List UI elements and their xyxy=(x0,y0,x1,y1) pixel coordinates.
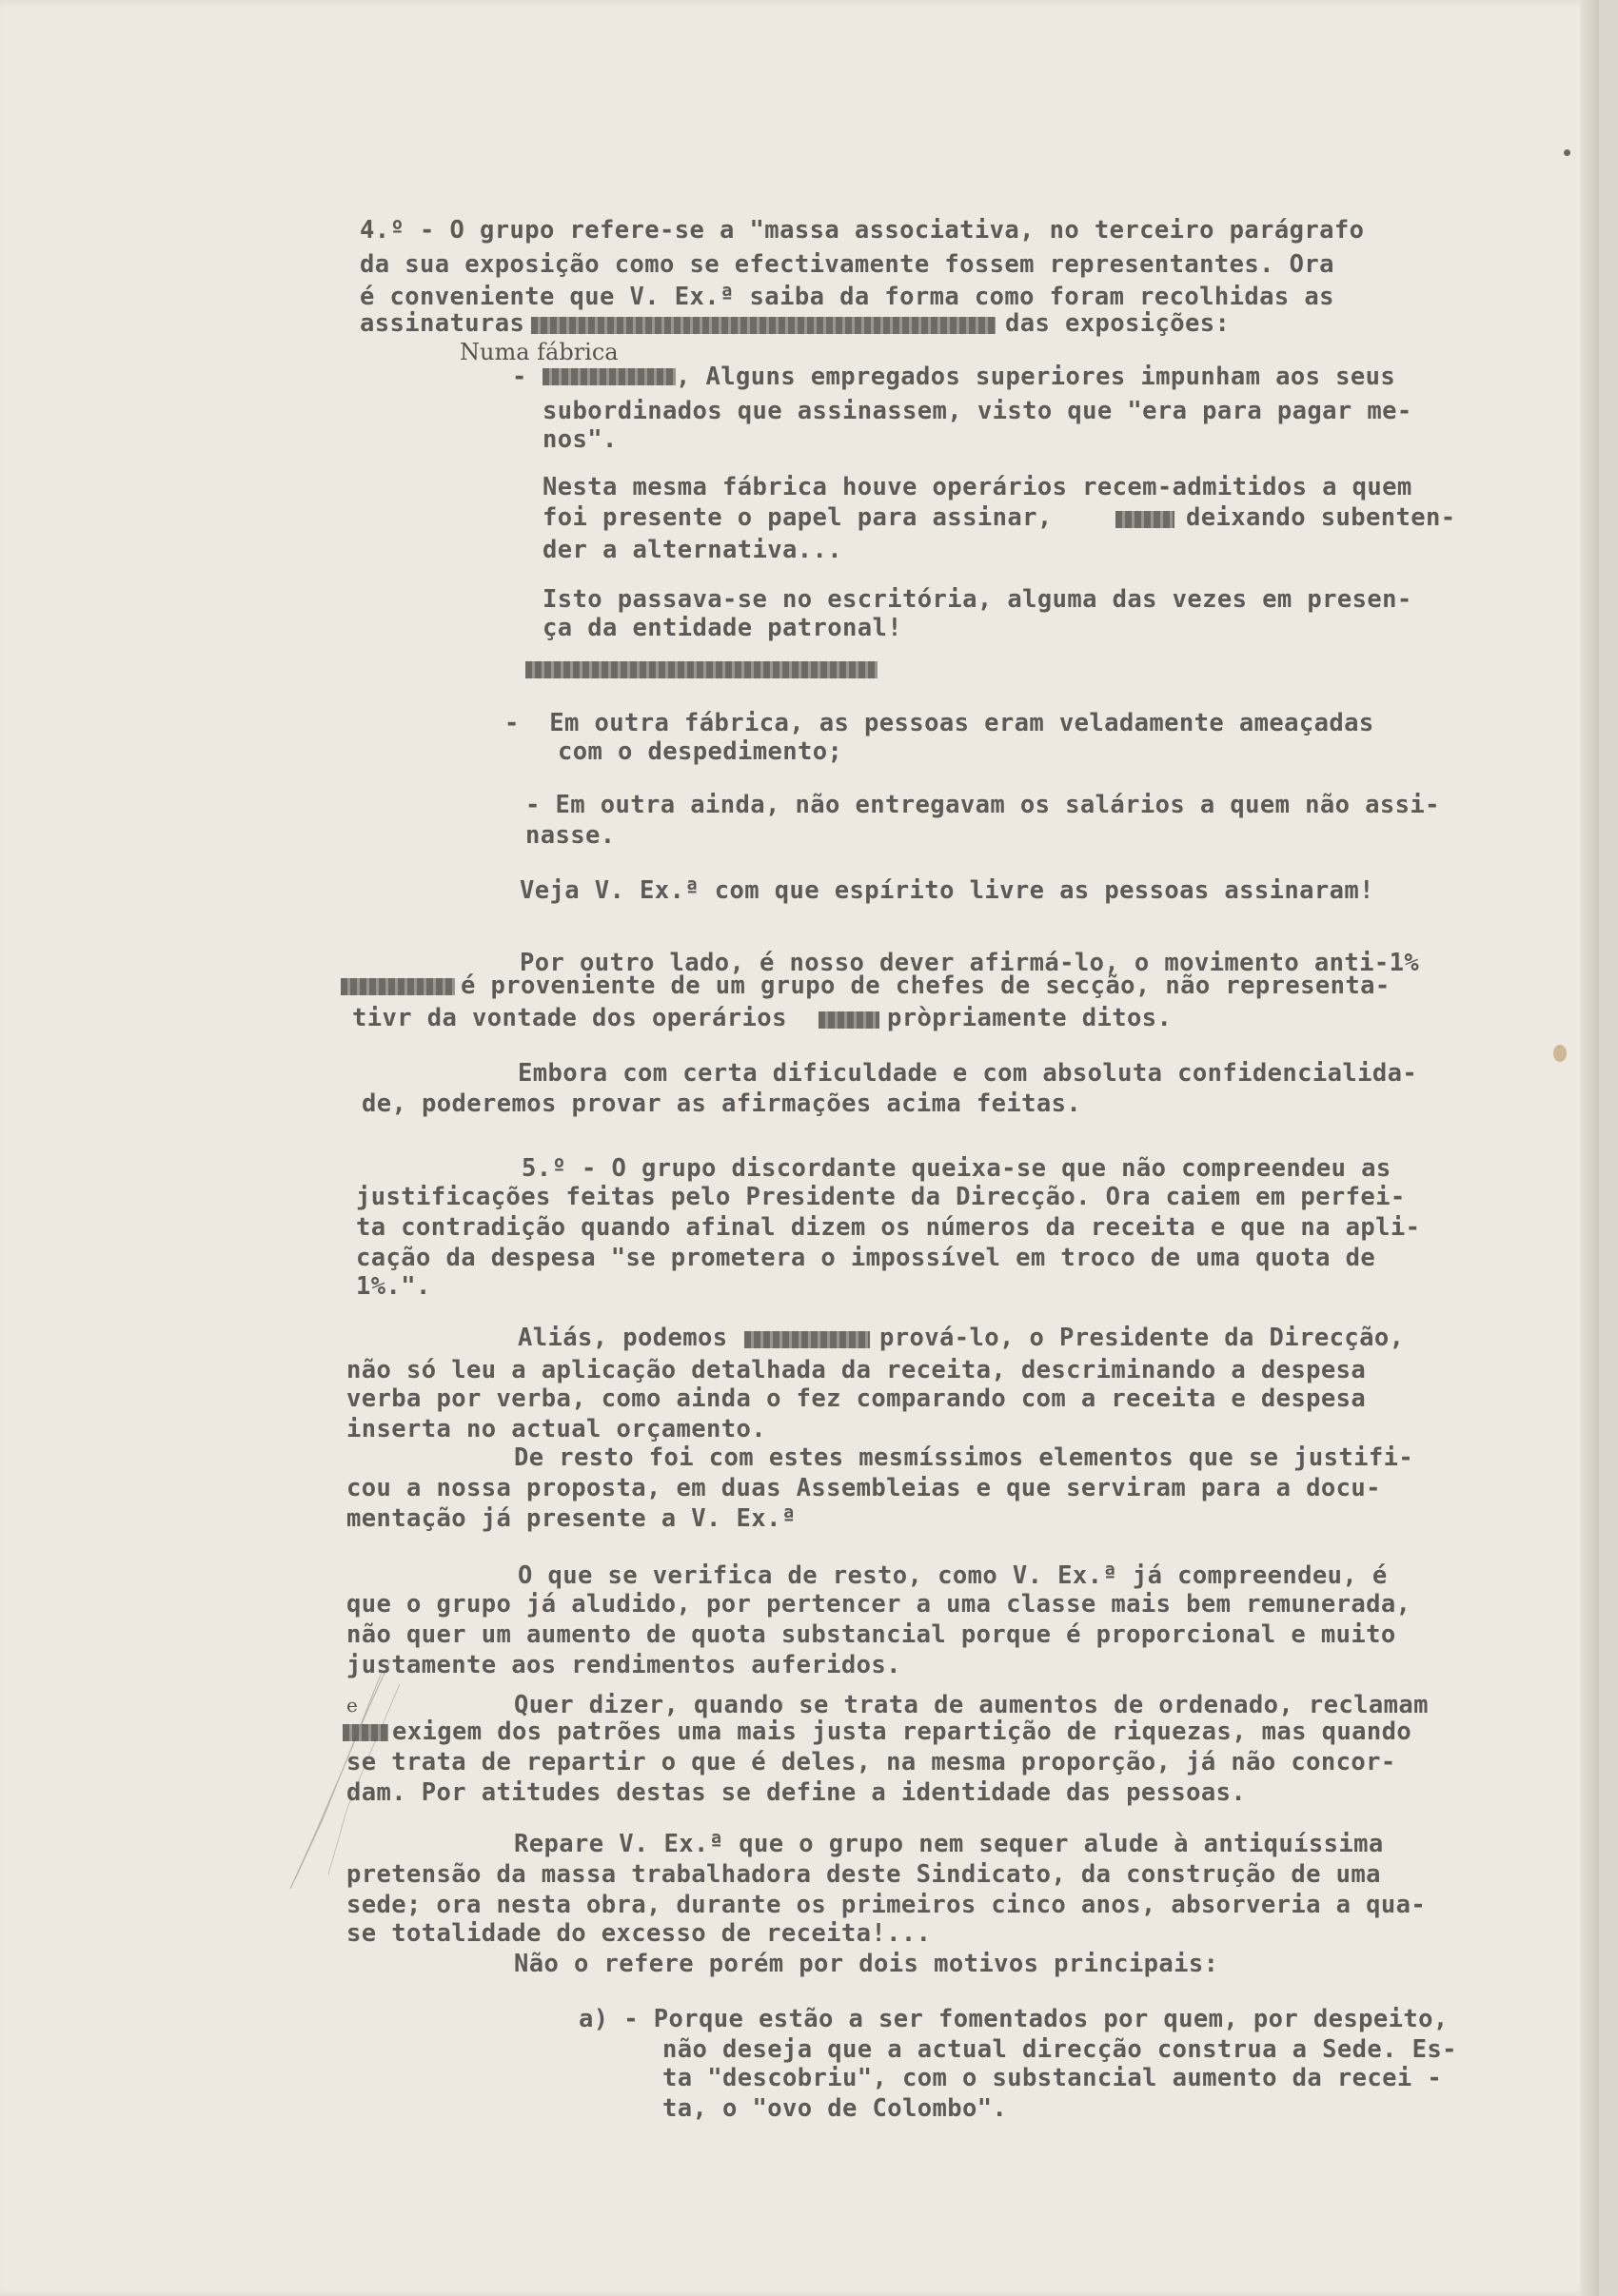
text-line: da sua exposição como se efectivamente fossem representantes. Ora xyxy=(360,250,1334,279)
typed-strikeout xyxy=(543,368,676,385)
typed-strikeout xyxy=(744,1331,870,1348)
text-line: - Em outra ainda, não entregavam os salários a quem não assi- xyxy=(525,791,1440,819)
text-line: Isto passava-se no escritória, alguma das vezes em presen- xyxy=(543,585,1412,614)
text-line: não quer um aumento de quota substancial porque é proporcional e muito xyxy=(346,1620,1396,1649)
text-line: pròpriamente ditos. xyxy=(887,1004,1173,1032)
text-line: Repare V. Ex.ª que o grupo nem sequer alude à antiquíssima xyxy=(514,1830,1384,1858)
text-line: inserta no actual orçamento. xyxy=(346,1415,767,1443)
text-line: de, poderemos provar as afirmações acima feitas. xyxy=(362,1089,1082,1118)
text-line: nasse. xyxy=(525,821,616,850)
text-line: com o despedimento; xyxy=(558,737,843,766)
text-line: ça da entidade patronal! xyxy=(543,614,903,642)
typed-strikeout xyxy=(341,978,455,995)
text-line: assinaturas xyxy=(360,309,525,338)
handwritten-margin-note: Numa fábrica xyxy=(460,339,619,365)
text-line: não deseja que a actual direcção construa a Sede. Es- xyxy=(662,2035,1457,2064)
text-line: tivr da vontade dos operários xyxy=(352,1004,787,1032)
text-line: se trata de repartir o que é deles, na mesma proporção, já não concor- xyxy=(346,1748,1396,1776)
text-line: Por outro lado, é nosso dever afirmá-lo, o movimento anti-1% xyxy=(520,949,1420,977)
text-line: Quer dizer, quando se trata de aumentos de ordenado, reclamam xyxy=(514,1691,1429,1719)
text-line: 4.º - O grupo refere-se a "massa associativa, no terceiro parágrafo xyxy=(360,216,1365,245)
typed-strikeout xyxy=(819,1011,879,1029)
text-line: justamente aos rendimentos auferidos. xyxy=(346,1651,901,1679)
text-line: De resto foi com estes mesmíssimos elementos que se justifi- xyxy=(514,1443,1414,1472)
text-line: exigem dos patrões uma mais justa repartição de riquezas, mas quando xyxy=(392,1717,1412,1746)
text-line: dam. Por atitudes destas se define a identidade das pessoas. xyxy=(346,1778,1247,1807)
paper-edge-shadow xyxy=(1580,0,1599,2296)
text-line: subordinados que assinassem, visto que "era para pagar me- xyxy=(543,397,1412,425)
text-line: não só leu a aplicação detalhada da receita, descriminando a despesa xyxy=(346,1356,1367,1384)
text-line: a) - Porque estão a ser fomentados por quem, por despeito, xyxy=(579,2005,1449,2033)
text-line: der a alternativa... xyxy=(543,536,843,564)
text-line: Aliás, podemos xyxy=(518,1324,728,1352)
text-line: Veja V. Ex.ª com que espírito livre as pessoas assinaram! xyxy=(520,876,1374,905)
text-line: foi presente o papel para assinar, xyxy=(543,503,1053,532)
text-line: nos". xyxy=(543,425,618,454)
text-line: Nesta mesma fábrica houve operários recem-admitidos a quem xyxy=(543,473,1412,501)
text-line: - xyxy=(512,363,543,391)
typed-strikeout xyxy=(1115,511,1174,528)
text-line: cou a nossa proposta, em duas Assembleias e que serviram para a docu- xyxy=(346,1474,1381,1502)
text-line: , Alguns empregados superiores impunham aos seus xyxy=(676,363,1396,391)
text-line: ta "descobriu", com o substancial aumento da recei - xyxy=(662,2064,1443,2092)
text-line: sede; ora nesta obra, durante os primeiros cinco anos, absorveria a qua- xyxy=(346,1891,1427,1919)
text-line: deixando subenten- xyxy=(1186,503,1456,532)
typed-strikeout xyxy=(343,1724,388,1741)
text-line: 5.º - O grupo discordante queixa-se que não compreendeu as xyxy=(522,1154,1391,1183)
text-line: pretensão da massa trabalhadora deste Sindicato, da construção de uma xyxy=(346,1860,1381,1889)
text-line: justificações feitas pelo Presidente da Direcção. Ora caiem em perfei- xyxy=(356,1183,1406,1211)
text-line: 1%.". xyxy=(356,1272,431,1301)
text-line: Embora com certa dificuldade e com absoluta confidencialida- xyxy=(518,1059,1418,1088)
text-line: mentação já presente a V. Ex.ª xyxy=(346,1504,797,1533)
text-line: verba por verba, como ainda o fez comparando com a receita e despesa xyxy=(346,1384,1367,1413)
text-line: ta contradição quando afinal dizem os números da receita e que na apli- xyxy=(356,1213,1421,1242)
paper-stain xyxy=(1553,1045,1567,1062)
handwritten-insert: e xyxy=(346,1694,358,1717)
text-line: é proveniente de um grupo de chefes de secção, não representa- xyxy=(461,971,1391,1000)
ink-dot xyxy=(1564,149,1570,156)
typed-strikeout xyxy=(531,317,996,334)
text-line: é conveniente que V. Ex.ª saiba da forma como foram recolhidas as xyxy=(360,283,1334,311)
text-line: Não o refere porém por dois motivos principais: xyxy=(514,1950,1219,1978)
text-line: cação da despesa "se prometera o impossível em troco de uma quota de xyxy=(356,1244,1376,1272)
text-line: O que se verifica de resto, como V. Ex.ª já compreendeu, é xyxy=(518,1561,1388,1590)
text-line: que o grupo já aludido, por pertencer a uma classe mais bem remunerada, xyxy=(346,1590,1411,1619)
text-line: prová-lo, o Presidente da Direcção, xyxy=(879,1324,1405,1352)
text-line: - Em outra fábrica, as pessoas eram veladamente ameaçadas xyxy=(504,709,1374,737)
text-line: das exposições: xyxy=(1005,309,1231,338)
typed-strikeout xyxy=(525,661,878,678)
text-line: ta, o "ovo de Colombo". xyxy=(662,2094,1008,2123)
text-line: se totalidade do excesso de receita!... xyxy=(346,1919,932,1948)
